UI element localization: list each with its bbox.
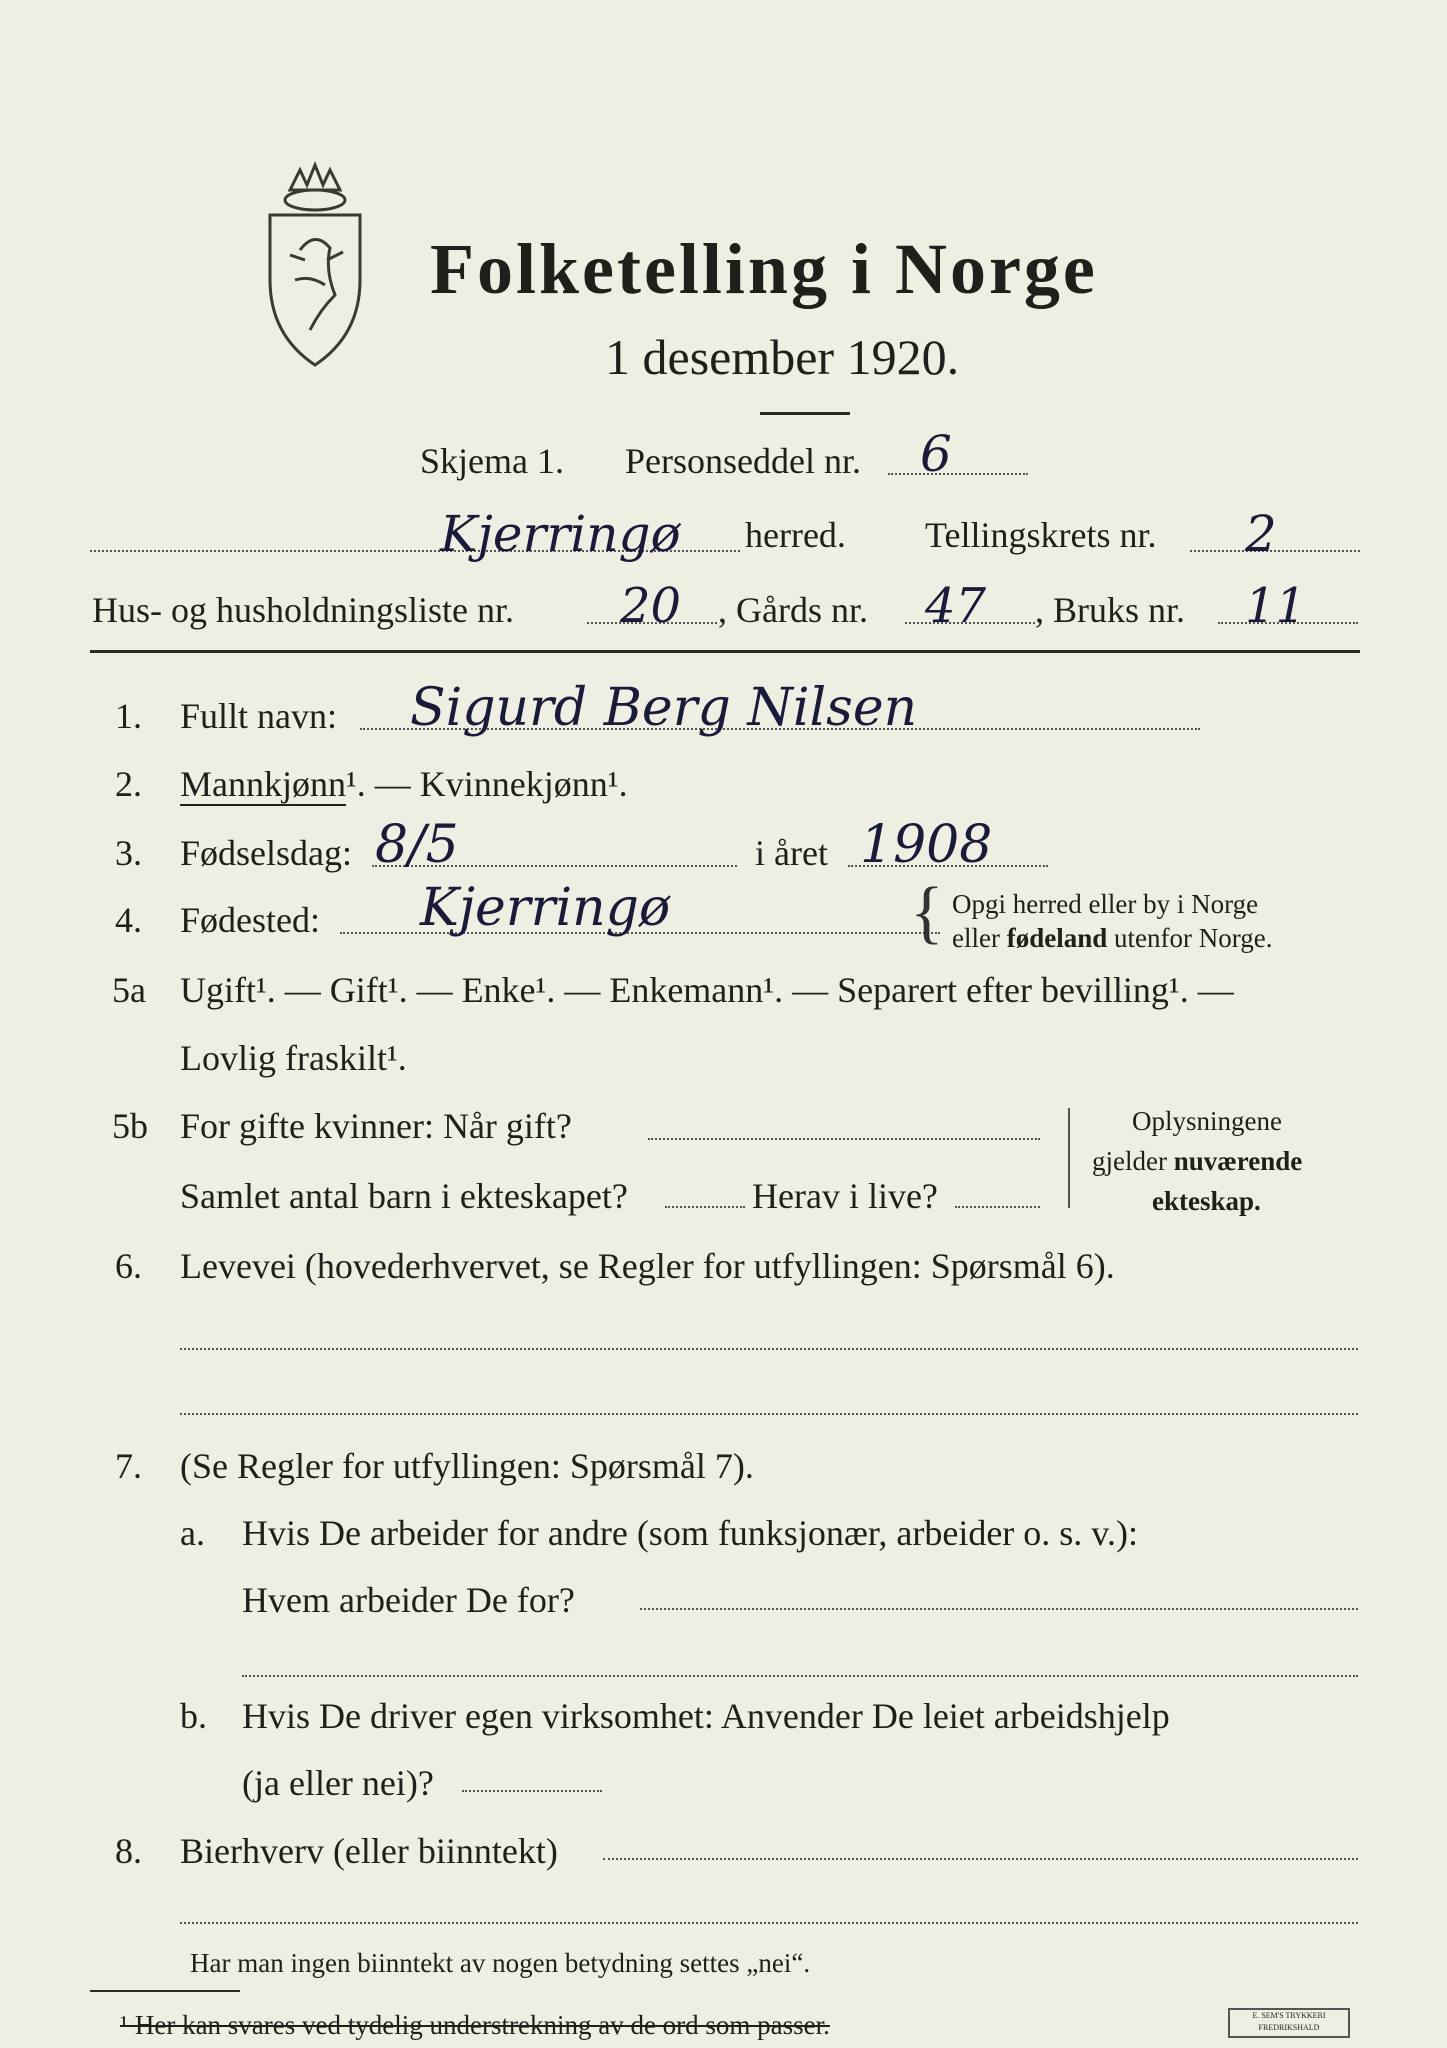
q5b-note2-pre: gjelder (1092, 1146, 1174, 1176)
q7-label: (Se Regler for utfyllingen: Spørsmål 7). (180, 1446, 754, 1486)
q7a-answer-line2[interactable] (242, 1675, 1358, 1677)
herred-label: herred. (745, 515, 846, 555)
personseddel-label: Personseddel nr. (625, 441, 861, 481)
q4-note2-pre: eller (952, 923, 1007, 953)
tellingskrets-value[interactable]: 2 (1245, 505, 1277, 563)
q5b-note-line2 (1092, 1148, 1302, 1175)
q5a-number: 5a (112, 970, 146, 1010)
norwegian-coat-of-arms-icon (255, 160, 375, 370)
q6-answer-line2[interactable] (180, 1413, 1358, 1415)
q1-full-name-value[interactable]: Sigurd Berg Nilsen (410, 678, 918, 738)
q7a-line2: Hvem arbeider De for? (242, 1580, 575, 1620)
husliste-label: Hus- og husholdningsliste nr. (92, 590, 515, 630)
q7a-letter: a. (180, 1513, 205, 1553)
q4-note-line1: Opgi herred eller by i Norge (952, 889, 1259, 919)
q4-number: 4. (115, 900, 142, 940)
q5b-note2-bold: nuværende (1173, 1146, 1303, 1176)
q5a-options-line2[interactable]: Lovlig fraskilt¹. (180, 1038, 407, 1078)
q7a-answer-line1[interactable] (640, 1608, 1358, 1610)
q8-answer-line1[interactable] (603, 1858, 1358, 1860)
q5b-alive-label: Herav i live? (752, 1176, 938, 1216)
footer-note: Har man ingen biinntekt av nogen betydning settes „nei“. (190, 1948, 811, 1978)
q1-label: Fullt navn: (180, 696, 338, 736)
q6-answer-line1[interactable] (180, 1348, 1358, 1350)
q7b-line2: (ja eller nei)? (242, 1763, 434, 1803)
q5b-children-line[interactable] (665, 1206, 745, 1208)
form-title: Folketelling i Norge (430, 229, 1098, 309)
q7b-letter: b. (180, 1696, 207, 1736)
q1-number: 1. (115, 696, 142, 736)
census-date: 1 desember 1920. (605, 329, 960, 385)
q7b-answer-line[interactable] (462, 1790, 602, 1792)
q2-number: 2. (115, 764, 142, 804)
personseddel-value[interactable]: 6 (920, 425, 952, 483)
q3-birthyear-value[interactable]: 1908 (860, 815, 993, 875)
gards-label: , Gårds nr. (718, 590, 868, 630)
q3-birthdate-value[interactable]: 8/5 (375, 815, 459, 875)
tellingskrets-label: Tellingskrets nr. (925, 515, 1157, 555)
q5b-bracket (1068, 1108, 1070, 1208)
q2-options (180, 766, 628, 802)
personseddel-line (888, 473, 1028, 475)
q3-number: 3. (115, 833, 142, 873)
q5b-number: 5b (112, 1106, 148, 1146)
q2-mannkjonn-option[interactable]: Mannkjønn (180, 764, 346, 804)
header-divider (90, 650, 1360, 653)
q7-number: 7. (115, 1446, 142, 1486)
q5a-options-line1[interactable]: Ugift¹. — Gift¹. — Enke¹. — Enkemann¹. — Separert efter bevilling¹. — (180, 970, 1234, 1010)
q2-rest-options[interactable]: . — Kvinnekjønn¹. (356, 764, 628, 804)
q5b-married-line[interactable] (648, 1138, 1040, 1140)
q8-label: Bierhverv (eller biinntekt) (180, 1831, 558, 1871)
q5b-note-line3: ekteskap. (1152, 1186, 1261, 1216)
q5b-alive-line[interactable] (955, 1206, 1040, 1208)
husliste-value[interactable]: 20 (620, 578, 682, 634)
q3-year-label: i året (755, 833, 828, 873)
q4-brace: { (910, 874, 944, 951)
q5b-children-label: Samlet antal barn i ekteskapet? (180, 1176, 628, 1216)
q7b-line1: Hvis De driver egen virksomhet: Anvender De leiet arbeidshjelp (242, 1696, 1170, 1736)
q6-label: Levevei (hovederhvervet, se Regler for utfyllingen: Spørsmål 6). (180, 1246, 1115, 1286)
q4-note2-post: utenfor Norge. (1107, 923, 1273, 953)
q8-answer-line2[interactable] (180, 1922, 1358, 1924)
q4-birthplace-value[interactable]: Kjerringø (420, 878, 671, 938)
skjema-label: Skjema 1. (420, 441, 564, 481)
bruks-value[interactable]: 11 (1245, 578, 1307, 634)
q4-label: Fødested: (180, 900, 320, 940)
footnote-text: ¹ Her kan svares ved tydelig understrekning av de ord som passer. (120, 2010, 830, 2040)
q5b-married-label: For gifte kvinner: Når gift? (180, 1106, 572, 1146)
q8-number: 8. (115, 1831, 142, 1871)
footnote-divider (90, 1990, 240, 1992)
q4-note-line2 (952, 925, 1272, 952)
printer-stamp: E. SEM'S TRYKKERI FREDRIKSHALD (1228, 2008, 1350, 2038)
q6-number: 6. (115, 1246, 142, 1286)
q4-note2-bold: fødeland (1006, 923, 1108, 953)
bruks-label: , Bruks nr. (1035, 590, 1186, 630)
herred-value[interactable]: Kjerringø (440, 505, 681, 563)
q2-mannkjonn-footnote-mark: ¹ (346, 764, 357, 804)
title-divider (760, 412, 850, 415)
q7a-line1: Hvis De arbeider for andre (som funksjonær, arbeider o. s. v.): (242, 1513, 1138, 1553)
gards-value[interactable]: 47 (925, 578, 987, 634)
q5b-note-line1: Oplysningene (1132, 1106, 1282, 1136)
q3-label: Fødselsdag: (180, 833, 353, 873)
